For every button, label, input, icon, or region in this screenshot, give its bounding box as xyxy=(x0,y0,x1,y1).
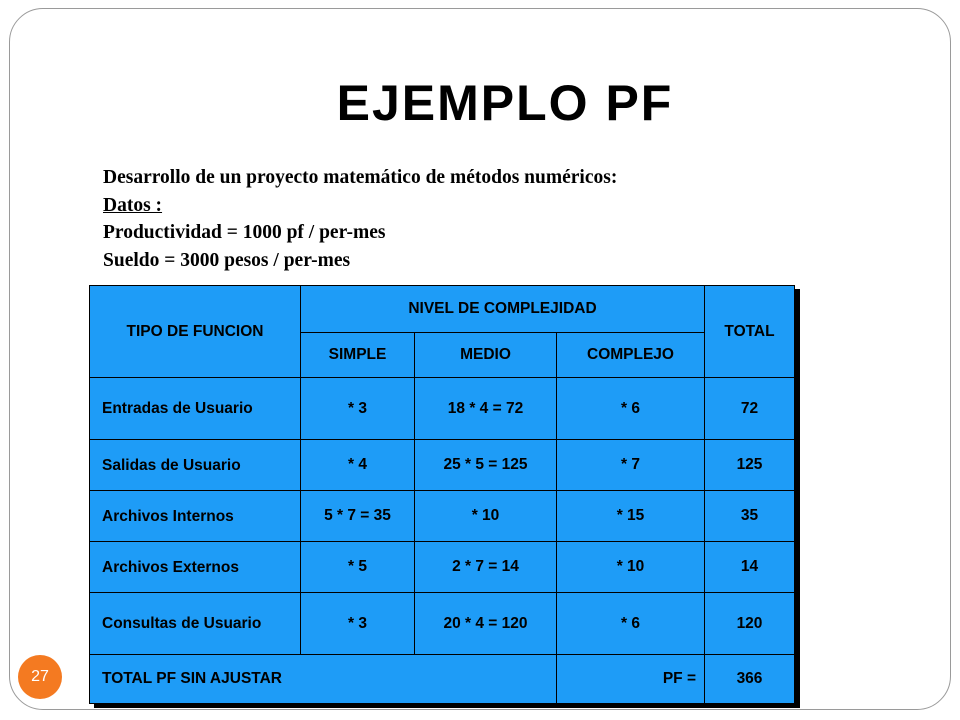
total-pf-label: TOTAL PF SIN AJUSTAR xyxy=(90,655,557,704)
table-row xyxy=(90,378,795,440)
row-complejo: * 10 xyxy=(557,542,705,593)
row-function-name: Archivos Internos xyxy=(90,491,301,542)
table-row xyxy=(90,542,795,593)
datos-label: Datos : xyxy=(103,194,163,216)
row-total: 125 xyxy=(705,440,795,491)
row-simple: * 4 xyxy=(301,440,415,491)
row-total: 120 xyxy=(705,593,795,655)
row-simple: * 3 xyxy=(301,378,415,440)
row-complejo: * 6 xyxy=(557,378,705,440)
header-medio: MEDIO xyxy=(415,333,557,378)
row-simple: * 3 xyxy=(301,593,415,655)
header-nivel-complejidad: NIVEL DE COMPLEJIDAD xyxy=(301,286,705,333)
pf-equals-label: PF = xyxy=(557,655,705,704)
row-medio: 25 * 5 = 125 xyxy=(415,440,557,491)
intro-text xyxy=(103,164,617,274)
row-simple: 5 * 7 = 35 xyxy=(301,491,415,542)
table-row xyxy=(90,491,795,542)
header-tipo-funcion: TIPO DE FUNCION xyxy=(90,286,301,378)
row-medio: * 10 xyxy=(415,491,557,542)
row-medio: 20 * 4 = 120 xyxy=(415,593,557,655)
header-simple: SIMPLE xyxy=(301,333,415,378)
row-function-name: Consultas de Usuario xyxy=(90,593,301,655)
sueldo-line: Sueldo = 3000 pesos / per-mes xyxy=(103,249,351,271)
row-simple: * 5 xyxy=(301,542,415,593)
row-total: 72 xyxy=(705,378,795,440)
row-function-name: Archivos Externos xyxy=(90,542,301,593)
slide-title: EJEMPLO PF xyxy=(336,75,674,131)
row-function-name: Entradas de Usuario xyxy=(90,378,301,440)
productividad-line: Productividad = 1000 pf / per-mes xyxy=(103,222,386,243)
header-total: TOTAL xyxy=(705,286,795,378)
row-total: 35 xyxy=(705,491,795,542)
pf-total-value: 366 xyxy=(705,655,795,704)
row-medio: 2 * 7 = 14 xyxy=(415,542,557,593)
row-complejo: * 6 xyxy=(557,593,705,655)
table-footer-row xyxy=(90,655,795,704)
intro-description: Desarrollo de un proyecto matemático de métodos numéricos: xyxy=(103,167,618,188)
row-medio: 18 * 4 = 72 xyxy=(415,378,557,440)
row-total: 14 xyxy=(705,542,795,593)
row-function-name: Salidas de Usuario xyxy=(90,440,301,491)
function-points-table xyxy=(89,285,795,704)
table-header-row xyxy=(90,286,795,333)
table-row xyxy=(90,593,795,655)
page-number-badge: 27 xyxy=(18,655,62,699)
row-complejo: * 7 xyxy=(557,440,705,491)
table-row xyxy=(90,440,795,491)
header-complejo: COMPLEJO xyxy=(557,333,705,378)
row-complejo: * 15 xyxy=(557,491,705,542)
